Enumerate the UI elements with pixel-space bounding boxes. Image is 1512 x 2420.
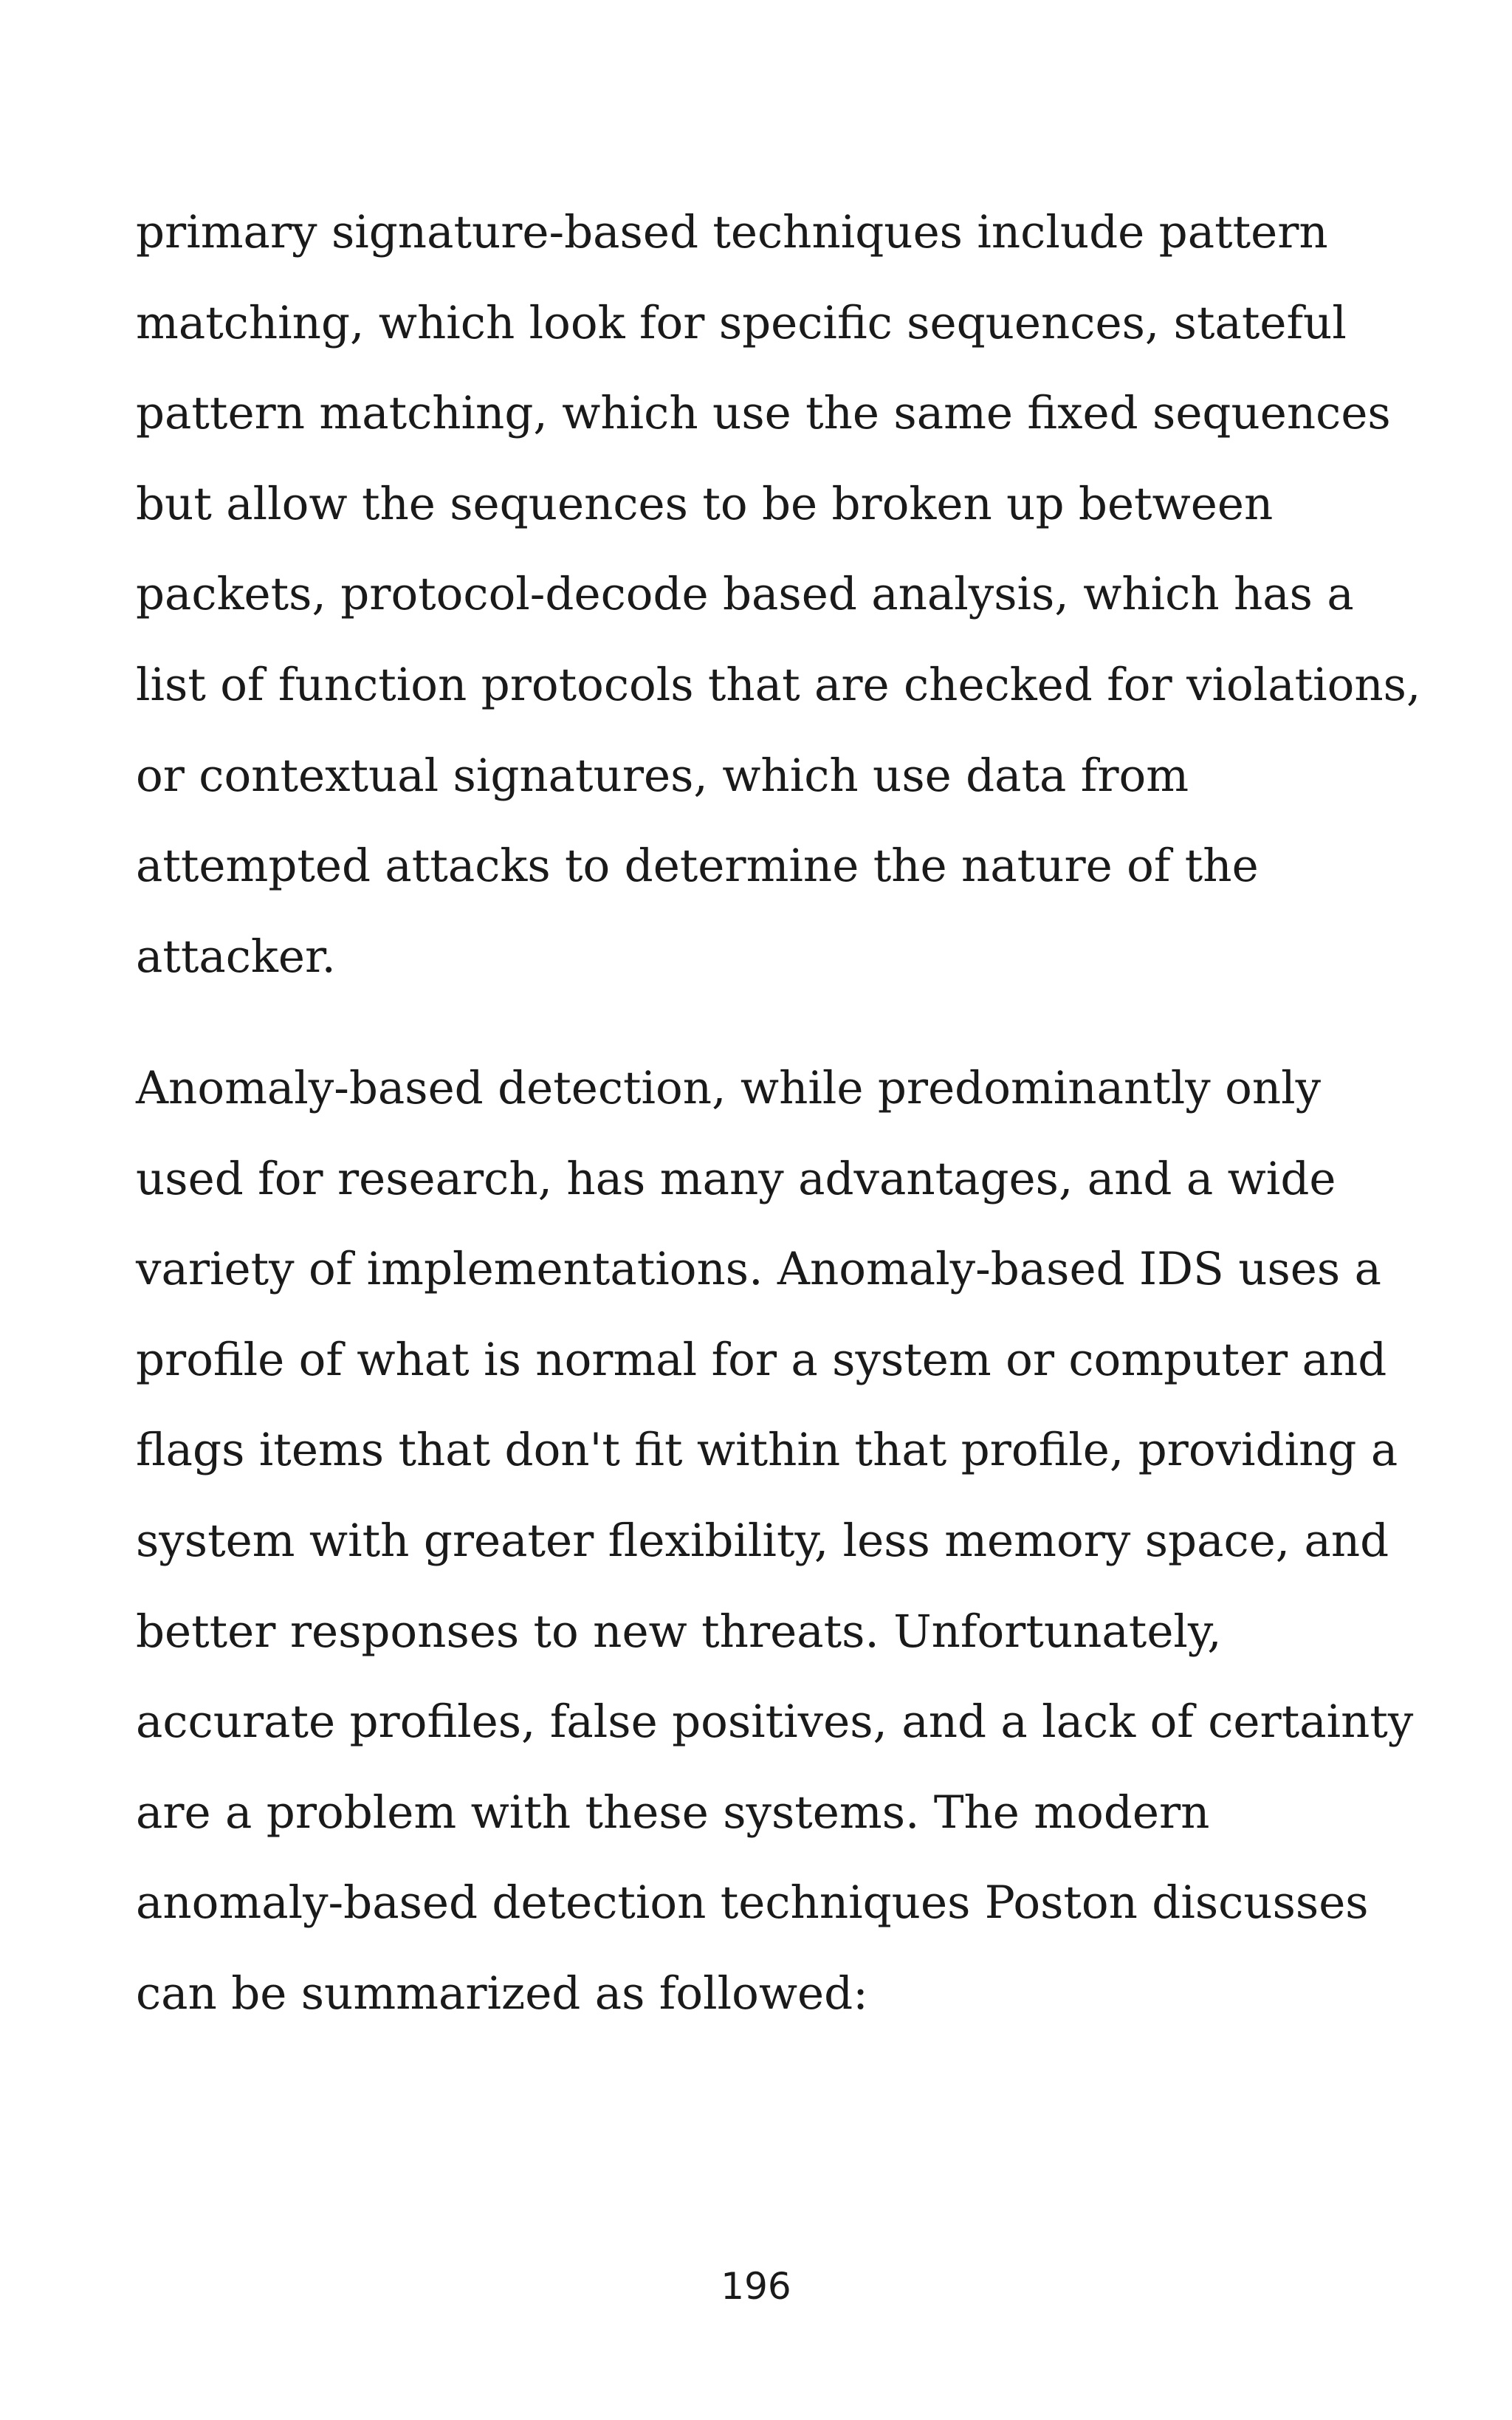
text-line: variety of implementations. Anomaly-based IDS uses a	[136, 1243, 1381, 1296]
page-number: 196	[721, 2265, 791, 2308]
text-line: but allow the sequences to be broken up between	[136, 477, 1274, 530]
text-line: or contextual signatures, which use data from	[136, 749, 1189, 802]
text-line: primary signature-based techniques include pattern	[136, 206, 1328, 258]
text-line: list of function protocols that are checked for violations,	[136, 658, 1421, 711]
text-line: anomaly-based detection techniques Poston discusses	[136, 1876, 1369, 1930]
text-line: flags items that don't fit within that profile, providing a	[136, 1424, 1398, 1477]
text-line: better responses to new threats. Unfortunately,	[136, 1605, 1222, 1658]
text-line: used for research, has many advantages, and a wide	[136, 1152, 1336, 1205]
text-line: profile of what is normal for a system or computer and	[136, 1333, 1387, 1386]
text-line: matching, which look for specific sequences, stateful	[136, 296, 1347, 349]
text-line: are a problem with these systems. The modern	[136, 1786, 1210, 1839]
text-line: packets, protocol-decode based analysis, which has a	[136, 568, 1354, 621]
text-line: attacker.	[136, 930, 336, 983]
text-line: can be summarized as followed:	[136, 1967, 868, 2020]
text-line: accurate profiles, false positives, and a lack of certainty	[136, 1696, 1414, 1749]
paragraph-signature-techniques	[136, 188, 1421, 1002]
text-line: attempted attacks to determine the nature of the	[136, 840, 1259, 893]
paragraph-anomaly-detection	[136, 1043, 1414, 2040]
text-line: Anomaly-based detection, while predominantly only	[136, 1062, 1322, 1114]
text-line: pattern matching, which use the same fixed sequences	[136, 387, 1391, 440]
text-line: system with greater flexibility, less memory space, and	[136, 1514, 1389, 1567]
